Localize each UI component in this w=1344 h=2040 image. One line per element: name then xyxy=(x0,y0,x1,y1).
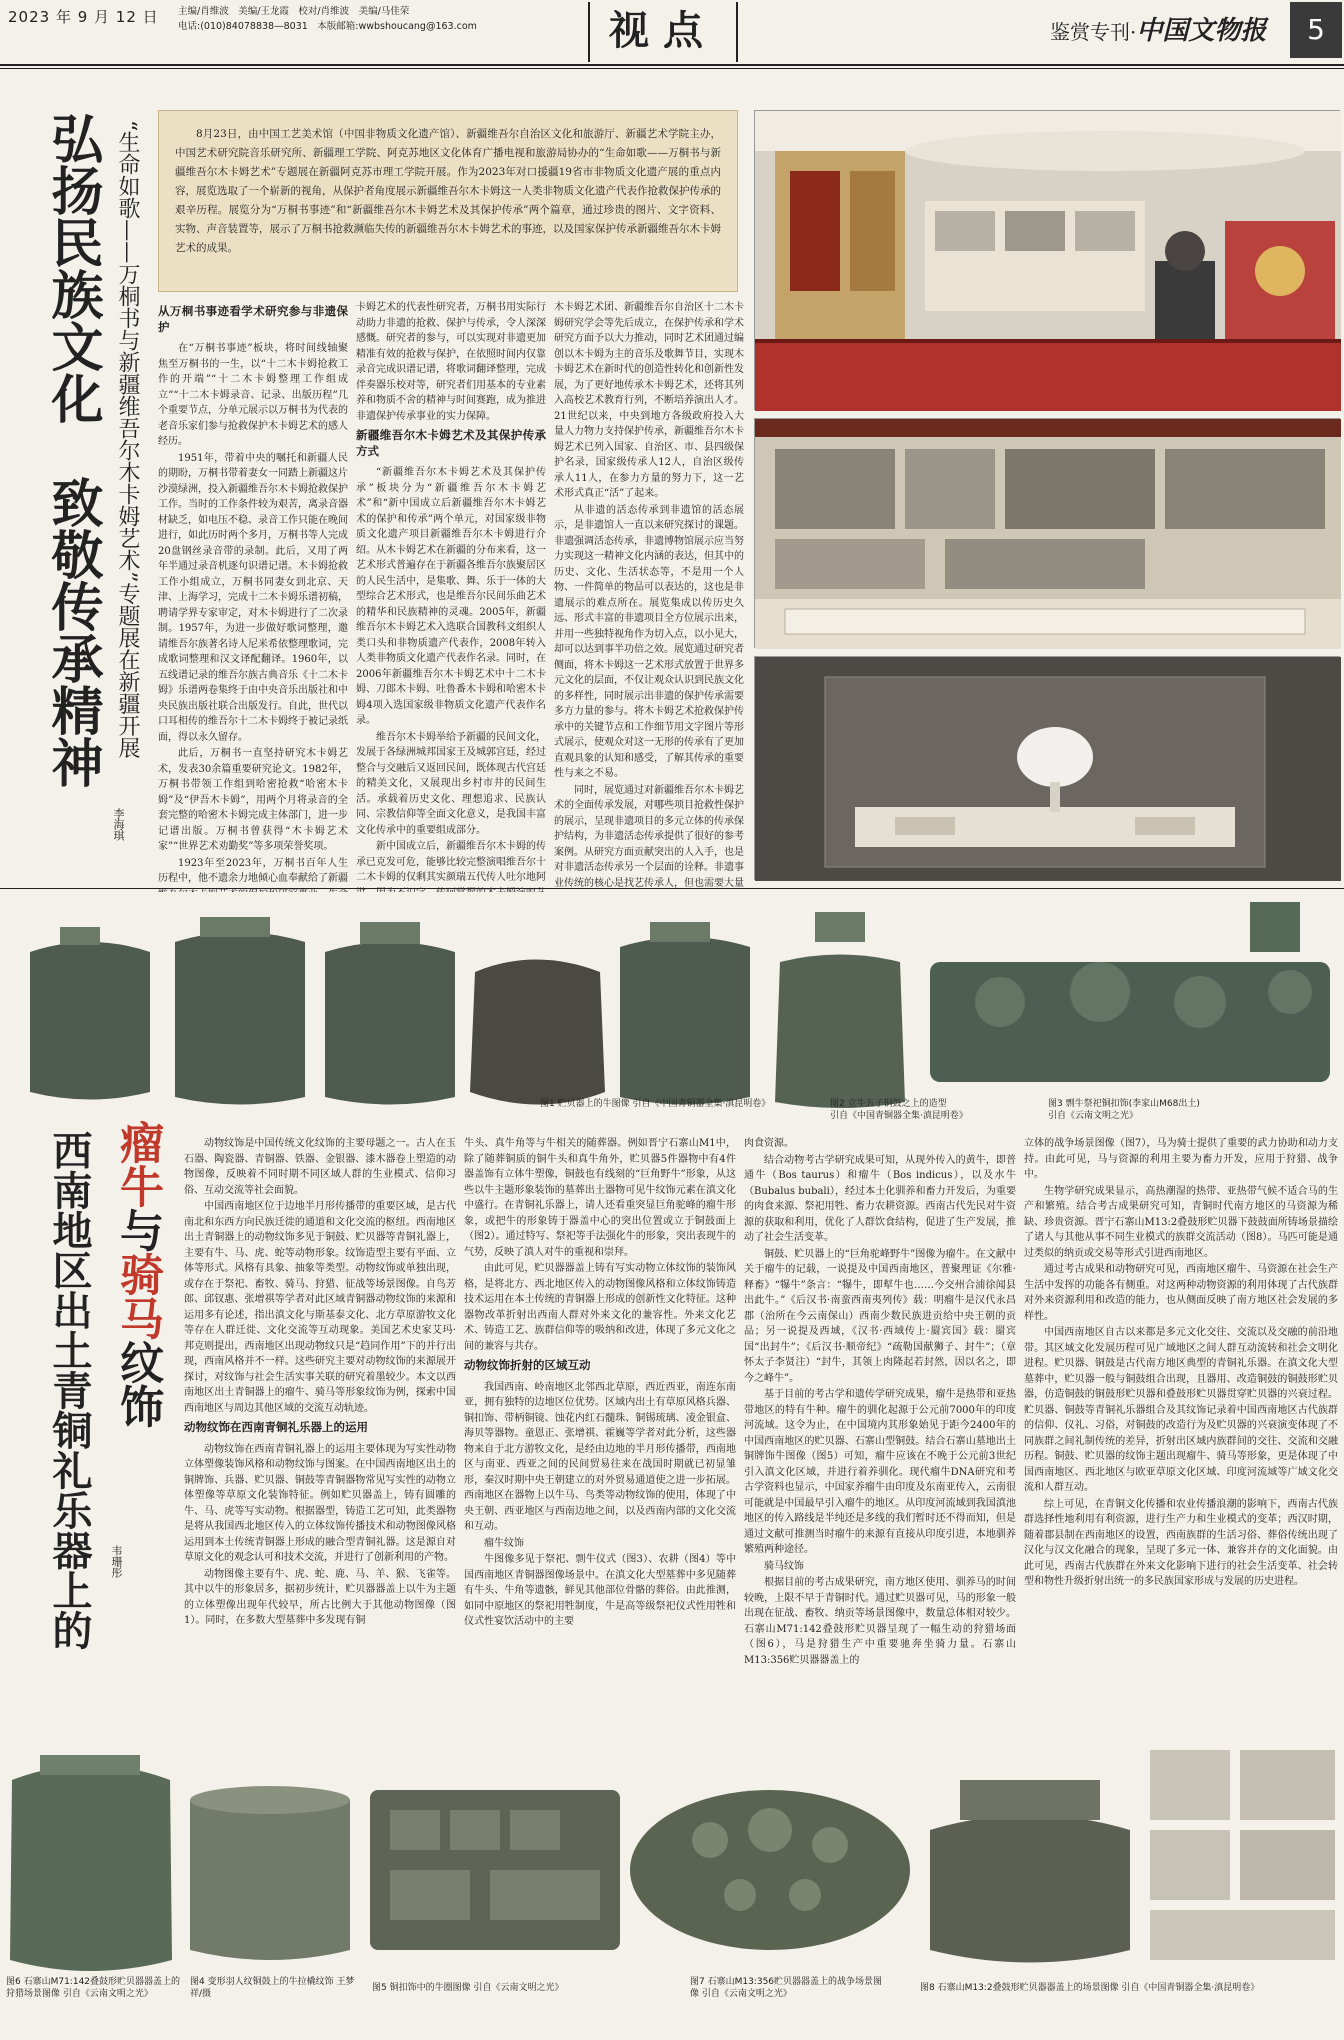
staff-line-2: 电话:(010)84078838—8031 本版邮箱:wwbshoucang@163.com xyxy=(178,21,477,32)
figure-2-caption-line-1: 图2 立牛五子铜鼓之上的造型 xyxy=(830,1099,947,1109)
paragraph: 综上可见，在青铜文化传播和农业传播浪潮的影响下，西南古代族群选择性地利用有利资源，进行生产力和生业模式的变革；西汉时期，随着郡县制在西南地区的设置，西南族群的生活习俗、葬俗传统出现了汉化与汉文化融合的现象，呈现了多元一体、兼容并存的文化面貌。由此可见，西南古代族群在外来文化影响下进行的社会生活变革、社会转型和物性升级折射出统一的多民族国家形成与发展的历史进程。 xyxy=(1024,1498,1338,1587)
article2-headline: 西南地区出土青铜礼乐器上的 xyxy=(46,1130,93,1650)
figure-2-caption-line-2: 引自《中国青铜器全集·滇昆明卷》 xyxy=(830,1111,968,1121)
section-title: 视点 xyxy=(588,2,738,62)
paragraph: 牛图像多见于祭祀、剽牛仪式（图3）、农耕（图4）等中国西南地区青铜器图像场景中。在滇文化大型墓葬中多见随葬有牛头、牛角等遗骸，鲜见其他部位骨骼的葬俗。由此推测，如同中原地区的祭祀用牲制度，牛是高等级祭祀仪式性用牲和仪式性宴饮活动中的主要 xyxy=(464,1554,736,1627)
figure-7-caption: 图7 石寨山M13:356贮贝器器盖上的战争场景图像 引自《云南文明之光》 xyxy=(690,1977,883,1999)
paragraph: 瘤牛纹饰 xyxy=(484,1537,524,1549)
paragraph: 通过考古成果和动物研究可见，西南地区瘤牛、马资源在社会生产生活中发挥的功能各有侧重。对这两种动物资源的利用体现了古代族群对外来资源利用和改造的能力，也从侧面反映了南方地区社会发展的多样性。 xyxy=(1024,1264,1338,1322)
figure-4-caption: 图4 变形羽人纹铜鼓上的牛拉橇纹饰 王梦祥/摄 xyxy=(190,1977,355,1999)
paragraph: 同时，展览通过对新疆维吾尔木卡姆艺术的全面传承发展，对哪些项目抢救性保护的展示，呈现非遗项目的多元立体的传承保护结构，为非遗活态传承提供了很好的参考案例。从研究方面贡献突出的人入手，也是对非遗活态传承另一个层面的诠释。非遗事业传统的核心是找艺传承人，但也需要大量 xyxy=(554,784,744,889)
article2-byline: 韦珊彤 xyxy=(110,1545,123,1578)
paragraph: 卡姆艺术的代表性研究者，万桐书用实际行动助力非遗的抢救、保护与传承，令人深深感慨。研究者的参与，可以实现对非遗更加精准有效的抢救与保护，在依照时间内仅靠录音完成识谱记谱，将歌词翻译整理，完成伴奏器乐校对等，研究者们用基本的专业素养和物质不舍的精神与时间赛跑，成为推进非遗保护传承事业的实力保障。 xyxy=(356,302,546,422)
page-number: 5 xyxy=(1290,2,1342,58)
paragraph: 动物纹饰是中国传统文化纹饰的主要母题之一。古人在玉石器、陶瓷器、青铜器、铁器、金银器、漆木器卷上塑造的动物图像，反映着不同时期不同区域人群的生业模式、信仰习俗、互动交流等社会面貌。 xyxy=(184,1138,456,1196)
paragraph: 在“万桐书事迹”板块，将时间线轴聚焦至万桐书的一生，以“十二木卡姆抢救工作的开端”“十二木卡姆整理工作组成立”“十二木卡姆录音、记录、出版历程”几个重要节点，分单元展示以万桐书为代表的老音乐家们参与抢救保护木卡姆艺术的感人经历。 xyxy=(158,343,348,447)
article1-byline: 李海琪 xyxy=(112,808,125,841)
article1-column-3 xyxy=(554,300,744,889)
paragraph: 此后，万桐书一直坚持研究木卡姆艺术，发表30余篇重要研究论文。1982年，万桐书带领工作组到哈密抢救“哈密木卡姆”及“伊吾木卡姆”，用两个月将录音的全套完整的哈密木卡姆完成主体部门，进一步记谱出版。万桐书曾获得“木卡姆艺术家”“世界艺术劝勤奖”等多项荣誉奖项。 xyxy=(158,748,348,852)
bronze-figures-strip xyxy=(0,892,1344,1128)
paragraph: 从非遗的活态传承到非遗馆的活态展示，是非遗馆人一直以来研究探讨的课题。非遗强调活态传承，非遗博物馆展示应当努力实现这一精神文化内涵的表达，但其中的历史、文化、生活状态等，不是用一个人物、一件简单的物品可以表达的，这也是非遗展示的难点所在。展览集成以传历史久远、形式丰富的非遗项目全方位展示出来，并用一些独特视角作为切入点，以小见大，却可以达到事半功倍之效。展览通过研究者侧面，将木卡姆这一艺术形式放置于世界多元文化的层面，不仅让观众认识到民族文化的多样性，同时展示出非遗的保护传承需要多方力量的参与。将木卡姆艺术抢救保护传承中的关键节点和工作细节用文字图片等形式展示，使观众对这一无形的传承有了更加直观具象的认知和感受，了解其传承的重要性与来之不易。 xyxy=(554,504,744,779)
article2-subheadline xyxy=(98,1120,162,1428)
subheadline-and: 与 xyxy=(112,1208,163,1252)
section-heading: 从万桐书事迹看学术研究参与非遗保护 xyxy=(158,304,348,334)
paragraph: 1923年至2023年，万桐书百年人生历程中，他不遗余力地倾心血奉献给了新疆 xyxy=(158,857,348,884)
masthead-rule-thin xyxy=(0,68,1344,69)
paragraph: 骑马纹饰 xyxy=(764,1560,804,1572)
paragraph: 结合动物考古学研究成果可知，从现外传入的黄牛，即普通牛（Bos taurus）和瘤牛（Bos indicus），以及水牛（Bubalus bubali），经过本土化驯养和畜力开发后，为重要的肉食来源、祭祀用牲、畜力农耕资源。西南古代先民对牛资源的获取和利用，优化了人群饮食结构，促进了生产发展，推动了社会生活变革。 xyxy=(744,1154,1016,1243)
section-divider xyxy=(0,888,1344,889)
paragraph: 动物图像主要有牛、虎、蛇、鹿、马、羊、猴、飞雀等。其中以牛的形象居多，据初步统计，贮贝器器盖上以牛为主题的立体塑像出现年代较早，所占比例大于其他动物图像（图1）。同时，在多数大型墓葬中多发现有铜 xyxy=(184,1568,456,1626)
paragraph: 木卡姆艺术团、新疆维吾尔自治区十二木卡姆研究学会等先后成立，在保护传承和学术研究方面予以大力推动，同时艺术团通过编创以木卡姆为主的音乐及歌舞节目，实现木卡姆艺术在新时代的创造性转化和创新性发展，为了更好地传承木卡姆艺术，还将其列入高校艺术教育行列，不断培养演出人才。21世纪以来，中央到地方各级政府投入大量人力物力支持保护传承，新疆维吾尔木卡姆艺术已列入国家、自治区、市、县四级保护名录，国家级传承人12人，自治区级传承人11人，在参力方量的努力下，这一艺术形式真正“活”了起来。 xyxy=(554,302,744,499)
paragraph: 基于目前的考古学和遗传学研究成果，瘤牛是热带和亚热带地区的特有牛种。瘤牛的驯化起源于公元前7000年的印度河流域。这令为止，在中国境内其形象始见于距今2400年的中国西南地区的贮贝器、石寨山型铜鼓。结合石寨山墓地出土铜牌饰牛图像（图5）可知，瘤牛应该在不晚于公元前3世纪引入滇文化区域，并进行着养驯化。现代瘤牛DNA研究和考古学资料也显示，中国家养瘤牛由印度及东南亚传入，云南很可能就是中国最早引入瘤牛的地区。从印度河流域到我国滇池地区的传入路线是半纯还是多线的我们暂时还不得而知，但是通过文献可推测当时瘤牛的来源有直接从印度引进，本地驯养繁殖两种途径。 xyxy=(744,1389,1016,1555)
paragraph: 生物学研究成果显示，高热潮湿的热带、亚热带气候不适合马的生产和繁殖。结合考古成果研究可知，青铜时代南方地区的马资源为稀缺、珍贵资源。晋宁石寨山M13:2叠鼓形贮贝器下鼓鼓面所铸场景描绘了诸人与其他从事不同生业模式的族群交流活动（图8）。马匹可能是通过类似的纳贡或交易等形式引进西南地区。 xyxy=(1024,1185,1338,1259)
section-heading: 新疆维吾尔木卡姆艺术及其保护传承方式 xyxy=(356,428,546,458)
paragraph: “新疆维吾尔木卡姆艺术及其保护传承”板块分为“新疆维吾尔木卡姆艺术”和“新中国成立后新疆维吾尔木卡姆艺术的保护和传承”两个单元，对国家级非物质文化遗产项目新疆维吾尔木卡姆进行介绍。从木卡姆艺术在新疆的分布来看，这一艺术形式普遍存在于新疆各维吾尔族聚居区的人民生活中，是集歌、舞、乐于一体的大型综合艺术形式，也是维吾尔民间乐曲艺术的精华和民族精神的灵魂。2005年，新疆维吾尔木卡姆艺术入选联合国教科文组织人类口头和非物质遗产代表作，2008年转入人类非物质文化遗产代表作名录。同时，在2006年新疆维吾尔木卡姆艺术中十二木卡姆、刀郎木卡姆、吐鲁番木卡姆和哈密木卡姆4项入选国家级非物质文化遗产代表作名录。 xyxy=(356,467,546,726)
article1-column-2 xyxy=(356,300,546,883)
staff-credits xyxy=(178,4,568,34)
article2-column-4 xyxy=(1024,1136,1338,1716)
article2-column-2 xyxy=(464,1136,736,1716)
paragraph: 1951年，带着中央的嘱托和新疆人民的期盼，万桐书带着妻女一同踏上新疆这片沙漠绿洲，投入新疆维吾尔木卡姆抢救保护工作。当时的工作条件较为艰苦，离录音器材缺乏，如电压不稳、录音工作只能在晚间进行，如此历时两个多月，万桐书等人完成20盘钢丝录音带的录制。此后，又用了两年半通过录音机逐句识谱记谱。木卡姆抢救工作小组成立，万桐书同妻女到北京、天津、上海学习，完成十二木卡姆乐谱初稿，聘请学界专家审定，对木卡姆进行了二次录制。1957年，为进一步做好歌词整理，邀请维吾尔族著名诗人尼米希依整理歌词，完成歌词整理和汉文译配翻译。1960年，以五线谱记录的维吾尔族古典音乐《十二木卡姆》乐谱两卷集终于由中央音乐出版社和中央民族出版社联合出版发行。自此，世代以口耳相传的维吾尔十二木卡姆终于被记录纸面，得以永久留存。 xyxy=(158,452,348,743)
staff-line-1: 主编/肖维波 美编/王龙霞 校对/肖维波 美编/马佳荣 xyxy=(178,6,410,17)
paragraph: 铜鼓、贮贝器上的“巨角驼峰野牛”图像为瘤牛。在文献中关于瘤牛的记载，一说提及中国西南地区，普聚理证《尔雅·释畜》“犦牛”条言：“犦牛，即犎牛也……今交州合浦徐闻县出此牛。”《后汉书·南蛮西南夷列传》载：明瘤牛是汉代永昌郡（治所在今云南保山）西南少数民族进贡给中央王朝的贡品；另一说提及西域，《汉书·西域传上·罽宾国》载：罽宾国“出封牛”；《后汉书·顺帝纪》“疏勒国献狮子、封牛”；（章怀太子李贤注）“封牛，其领上肉隆起若封然，因以名之，即今之峰牛”。 xyxy=(744,1248,1016,1384)
paragraph: 动物纹饰在西南青铜礼器上的运用主要体现为写实性动物立体塑像装饰风格和动物纹饰与图案。在中国西南地区出土的铜牌饰、兵器、贮贝器、铜鼓等青铜器物常见写实性的动物立体塑像等草原文化装饰特征。例如贮贝器盖上，铸有圆雕的牛、马、虎等写实动物。根据器型，铸造工艺可知，此类器物是将从我国西北地区传入的立体纹饰传播技术和动物图像风格运用到本土传统青铜器上形成的融合型青铜礼器。这是源自对草原文化的观念认可和技术交流，并进行了创新利用的产物。 xyxy=(184,1443,456,1563)
paragraph: 肉食资源。 xyxy=(744,1138,794,1149)
paragraph: 根据目前的考古成果研究，南方地区使用、驯养马的时间较晚，上限不早于青铜时代。通过贮贝器可见，马的形象一般出现在征战、畜牧、纳贡等场景图像中，数量总体相对较少。石寨山M71:142叠鼓形贮贝器呈现了一幅生动的狩猎场面（图6），马是狩猎生产中重要驰奔坐骑力量。石寨山M13:356贮贝器器盖上的 xyxy=(744,1577,1016,1666)
bronze-scenes-strip xyxy=(0,1720,1344,2016)
exhibition-showcase-photo xyxy=(754,656,1340,880)
masthead-brand xyxy=(1050,10,1266,47)
figure-2-caption xyxy=(830,1098,1020,1122)
section-heading: 动物纹饰折射的区域互动 xyxy=(464,1358,591,1372)
figure-3-caption-line-2: 引自《云南文明之光》 xyxy=(1048,1111,1139,1121)
newspaper-logo: 中国文物报 xyxy=(1136,16,1267,46)
figure-3-caption-line-1: 图3 剽牛祭祀铜扣饰(李家山M68出土) xyxy=(1048,1099,1200,1109)
paragraph: 中国西南地区自古以来都是多元文化交往、交流以及交融的前沿地带。其区域文化发展历程可见广域地区之间人群互动流转和社会文明化进程。贮贝器、铜鼓是古代南方地区典型的青铜礼乐器。在滇文化大型墓葬中，贮贝器一般与铜鼓组合出现，且器用、改造铜鼓的铜鼓形贮贝器，仿造铜鼓的铜鼓形贮贝器和叠鼓形贮贝器贯穿贮贝器的兴衰过程。贮贝器、铜鼓等青铜礼乐器组合及其纹饰记录着中国西南地区古代族群的信仰、仪礼、习俗，对铜鼓的改造行为及贮贝器的兴衰演变体现了不同族群之间礼制传统的差异，折射出区域内族群间的交往、交流和交融历程。铜鼓、贮贝器的纹饰主题出现瘤牛、骑马等形象，更是体现了中国西南地区、西北地区与欧亚草原文化区域、印度河流域等广域文化交流和人群互动。 xyxy=(1024,1327,1338,1493)
paragraph: 中国西南地区位于边地半月形传播带的重要区域，是古代南北和东西方向民族迁徙的通道和文化交流的枢纽。西南地区出土青铜器上的动物纹饰多见于铜鼓、贮贝器等青铜礼器上，主要有牛、马、虎、蛇等动物形象。纹饰造型主要有平面、立体等形式。风格有具象、抽象等类型。动物纹饰或单独出现，或存在于祭祀、畜牧、骑马、狩猎、征战等场景图像。自鸟芳郎、邱钗惠、张增祺等学者对此区域青铜器动物纹饰的来源和运用多有论述，指出滇文化与斯基泰文化、北方草原游牧文化等存在人群迁徙、文化交流等互动现象。美国艺术史家艾玛·邦克则提出，西南地区出现动物纹只是“趋同作用”下的并行出现，西南风格并不一样。这些研究主要对动物纹饰的来源展开探讨，对纹饰与社会生活实事关联的研究着墨较少。本文以西南地区出土青铜器上的瘤牛、骑马等形象纹饰为例，探索中国西南地区与周边其他区域的交流互动轨迹。 xyxy=(184,1201,456,1414)
subheadline-horse: 骑马 xyxy=(112,1252,163,1340)
section-heading: 动物纹饰在西南青铜礼乐器上的运用 xyxy=(184,1420,368,1434)
figure-6-caption: 图6 石寨山M71:142叠鼓形贮贝器器盖上的狩猎场景图像 引自《云南文明之光》 xyxy=(6,1977,181,1999)
exhibition-photo-wall xyxy=(754,418,1340,648)
paragraph: 牛头、真牛角等与牛相关的随葬器。例如晋宁石寨山M1中，除了随葬铜质的铜牛头和真牛角外，贮贝器5件器物中有4件器盖饰有立体牛塑像，铜鼓也有线刻的“巨角野牛”形象，从这些以牛主题形象装饰的墓葬出土器物可见牛纹饰元素在滇文化中盛行。在青铜礼乐器上，请人还看重突显巨角驼峰的瘤牛形象，或把牛的形象铸于器盖中心的突出位置或立于铜鼓面上（图2）。通过特写、祭祀等手法强化牛的形象，突出表现牛的气势，反映了滇人对牛的重视和崇拜。 xyxy=(464,1138,736,1258)
issue-date: 2023 年 9 月 12 日 xyxy=(8,8,159,26)
article1-intro: 8月23日，由中国工艺美术馆（中国非物质文化遗产馆）、新疆维吾尔自治区文化和旅游厅、新疆艺术学院主办，中国艺术研究院音乐研究所、新疆理工学院、阿克苏地区文化体育广播电视和旅游局协办的“生命如歌——万桐书与新疆维吾尔木卡姆艺术”专题展在新疆阿克苏市理工学院开展。作为2023年对口援疆19省市非物质文化遗产展的重点内容，展览选取了一个崭新的视角，从保护者角度展示新疆维吾尔木卡姆这一人类非物质文化遗产代表作抢救保护传承的艰辛历程。展览分为“万桐书事迹”和“新疆维吾尔木卡姆艺术及其保护传承”两个篇章，通过珍贵的图片、文字资料、实物、声音装置等，展示了万桐书抢救濒临失传的新疆维吾尔木卡姆艺术的事迹，以及国家保护传承新疆维吾尔木卡姆艺术的成果。 xyxy=(158,110,738,292)
paragraph: 我国西南、岭南地区北邻西北草原，西近西亚，南连东南亚，拥有独特的边地区位优势。区域内出土有草原风格兵器、铜扣饰、带柄铜镜、蚀花内红石髓珠、铜锡琉璃、凌金银盒、海贝等器物。童恩正、张增祺、霍巍等学者对此分析，这些器物来自于北方游牧文化，是经由边地的半月形传播带，西南地区与南亚、西亚之间的民间贸易往来在战国时期就已初显雏形，秦汉时期中央王朝建立的对外贸易通道使之进一步拓展。西南地区在器物上以牛马、鸟类等动物纹饰的使用，体现了中央王朝、西亚地区与西南边地之间，以及西南内部的文化交流和互动。 xyxy=(464,1381,736,1532)
figure-5-caption: 图5 铜扣饰中的牛圈图像 引自《云南文明之光》 xyxy=(372,1983,564,1993)
exhibition-hall-photo xyxy=(754,110,1340,410)
column-name: 鉴赏专刊· xyxy=(1050,20,1137,44)
article1-subheadline: “生命如歌——万桐书与新疆维吾尔木卡姆艺术”专题展在新疆开展 xyxy=(115,120,140,759)
figure-1-caption: 图1 贮贝器上的牛图像 引自《中国青铜器全集·滇昆明卷》 xyxy=(540,1099,771,1109)
article1-headline: 弘扬民族文化 致敬传承精神 xyxy=(42,112,103,788)
masthead-rule xyxy=(0,64,1344,66)
paragraph: 新中国成立后，新疆维吾尔木卡姆的传承已克发可危，能够比较完整演唱维吾尔十二木卡姆的仅剩其实颜瑞五代传人吐尔地阿 xyxy=(356,841,546,883)
paragraph: 维吾尔木卡姆举给予新疆的民间文化，发展于各绿洲城邦国家王及城郭宫廷，经过整合与交融后又返回民间，既体现古代宫廷的精美文化，又展现出乡村市井的民间生活。承载着历史文化、理想追求、民族认同、宗教信仰等全面文化意义，是我国丰富文化传承中的重要组成部分。 xyxy=(356,731,546,836)
subheadline-zebu: 瘤牛 xyxy=(112,1120,163,1208)
paragraph: 立体的战争场景图像（图7），马为骑士提供了重要的武力协助和动力支持。由此可见，马与资源的利用主要为畜力开发，应用于狩猎、战争中。 xyxy=(1024,1138,1338,1180)
subheadline-pattern: 纹饰 xyxy=(112,1340,163,1428)
figure-3-caption xyxy=(1048,1098,1268,1122)
article1-column-1 xyxy=(158,300,348,884)
article2-column-3 xyxy=(744,1136,1016,1716)
paragraph: 由此可见，贮贝器器盖上铸有写实动物立体纹饰的装饰风格，是将北方、西北地区传入的动物图像风格和立体纹饰铸造技术运用在本土传统的青铜器上形成的创新性文化特征。这种器物改革折射出西南人群对外来文化的兼容性。外来文化艺术、铸造工艺、族群信仰等的吸纳和改进，体现了多元文化之间的兼容与共存。 xyxy=(464,1263,736,1352)
figure-8-caption: 图8 石寨山M13:2叠鼓形贮贝器器盖上的场景图像 引自《中国青铜器全集·滇昆明卷》 xyxy=(920,1983,1260,1993)
article2-column-1 xyxy=(184,1136,456,1716)
